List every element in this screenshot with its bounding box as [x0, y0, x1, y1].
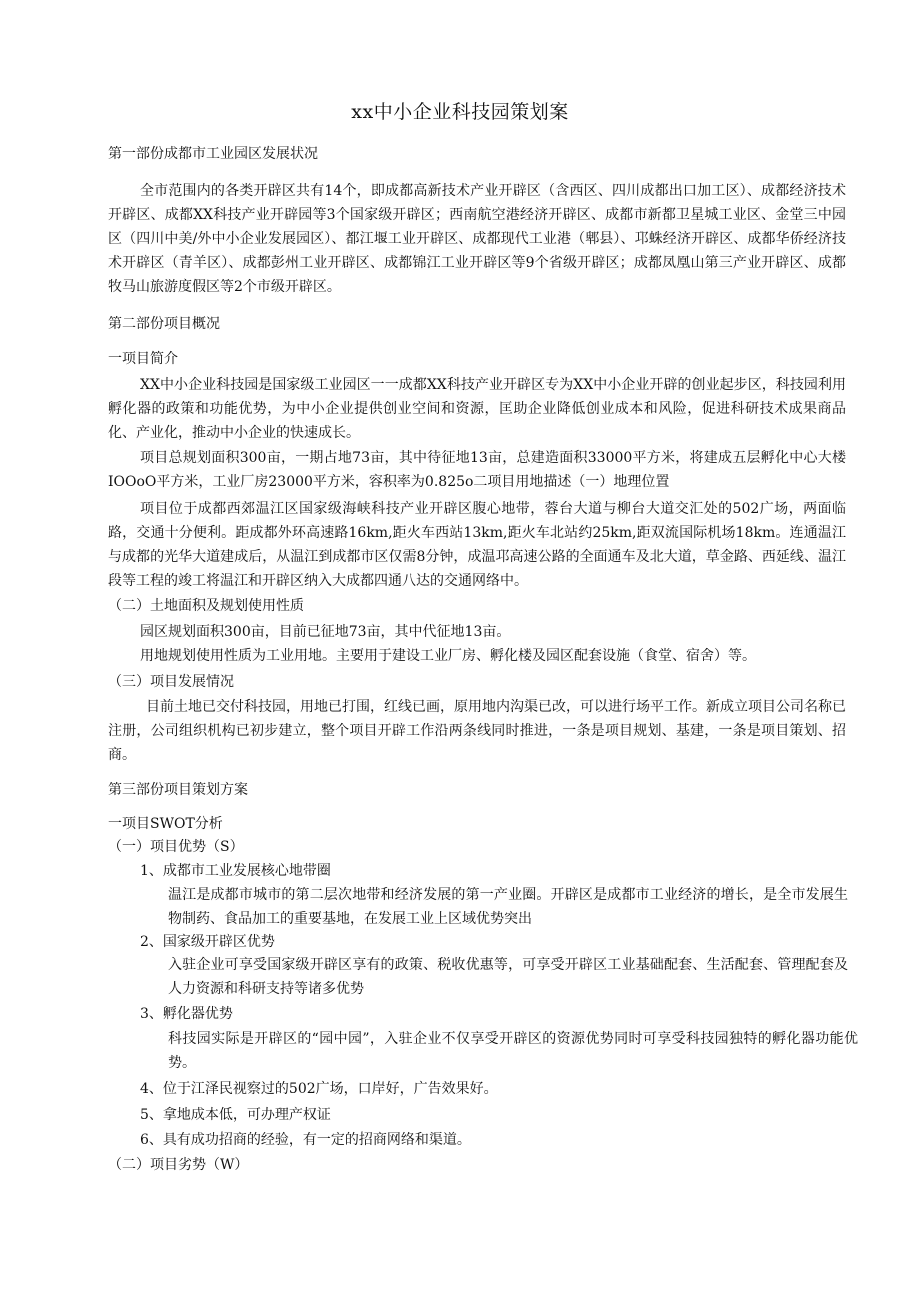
strengths-heading: （一）项目优势（S）: [108, 839, 244, 855]
project-scale-paragraph: 项目总规划面积300亩，一期占地73亩，其中待征地13亩，总建造面积33000平方米，将建成五层孵化中心大楼IOOoO平方米，工业厂房23000平方米，容积率为0.825o二项目用地描述（一）地理位置: [108, 450, 846, 490]
land-area-heading: （二）土地面积及规划使用性质: [108, 598, 304, 614]
development-status-heading: （三）项目发展情况: [108, 674, 234, 690]
land-area-paragraph: 园区规划面积300亩，目前已征地73亩，其中代征地13亩。: [140, 624, 511, 640]
development-status-paragraph: 目前土地已交付科技园，用地已打围，红线已画，原用地内沟渠已改，可以进行场平工作。新成立项目公司名称已注册，公司组织机构已初步建立，整个项目开辟工作沿两条线同时推进，一条是项目规划、基建，一条是项目策划、招商。: [108, 699, 846, 763]
land-use-paragraph: 用地规划使用性质为工业用地。主要用于建设工业厂房、孵化楼及园区配套设施（食堂、宿舍）等。: [140, 648, 756, 664]
swot-heading: 一项目SWOT分析: [108, 816, 223, 832]
strength-item-2-description: 入驻企业可享受国家级开辟区享有的政策、税收优惠等，可享受开辟区工业基础配套、生活配套、管理配套及人力资源和科研支持等诸多优势: [168, 957, 848, 997]
strength-item-4: 4、位于江泽民视察过的502广场，口岸好，广告效果好。: [140, 1081, 498, 1097]
part1-heading: 第一部份成都市工业园区发展状况: [108, 146, 318, 162]
strength-item-1-description: 温江是成都市城市的第二层次地带和经济发展的第一产业圈。开辟区是成都市工业经济的增长，是全市发展生物制药、食品加工的重要基地，在发展工业上区域优势突出: [168, 887, 848, 927]
project-intro-heading: 一项目简介: [108, 351, 178, 367]
location-paragraph: 项目位于成都西郊温江区国家级海峡科技产业开辟区腹心地带，蓉台大道与柳台大道交汇处的502广场，两面临路，交通十分便利。距成都外环高速路16km,距火车西站13km,距火车北站约25km,距双流国际机场18km。连通温江与成都的光华大道建成后，从温江到成都市区仅需8分钟，成温邛高速公路的全面通车及北大道，草金路、西延线、温江段等工程的竣工将温江和开辟区纳入大成都四通八达的交通网络中。: [108, 501, 846, 589]
strength-item-3: 3、孵化器优势: [140, 1006, 233, 1022]
part2-heading: 第二部份项目概况: [108, 316, 220, 332]
part3-heading: 第三部份项目策划方案: [108, 782, 248, 798]
strength-item-2: 2、国家级开辟区优势: [140, 934, 275, 950]
weaknesses-heading: （二）项目劣势（W）: [108, 1157, 249, 1173]
document-title: xx中小企业科技园策划案: [351, 101, 569, 123]
strength-item-3-description: 科技园实际是开辟区的“园中园”，入驻企业不仅享受开辟区的资源优势同时可享受科技园独特的孵化器功能优势。: [168, 1031, 858, 1071]
part1-paragraph: 全市范围内的各类开辟区共有14个，即成都高新技术产业开辟区（含西区、四川成都出口加工区）、成都经济技术开辟区、成都XX科技产业开辟园等3个国家级开辟区；西南航空港经济开辟区、成都市新都卫星城工业区、金堂三中园区（四川中美/外中小企业发展园区）、都江堰工业开辟区、成都现代工业港（郫县）、邛蛛经济开辟区、成都华侨经济技术开辟区（青羊区）、成都彭州工业开辟区、成都锦江工业开辟区等9个省级开辟区；成都凤凰山第三产业开辟区、成都牧马山旅游度假区等2个市级开辟区。: [108, 183, 846, 295]
project-intro-paragraph: XX中小企业科技园是国家级工业园区一一成都XX科技产业开辟区专为XX中小企业开辟的创业起步区，科技园利用孵化器的政策和功能优势，为中小企业提供创业空间和资源，匡助企业降低创业成本和风险，促进科研技术成果商品化、产业化，推动中小企业的快速成长。: [108, 377, 846, 441]
strength-item-1: 1、成都市工业发展核心地带圈: [140, 863, 331, 879]
strength-item-6: 6、具有成功招商的经验，有一定的招商网络和渠道。: [140, 1132, 471, 1148]
strength-item-5: 5、拿地成本低，可办理产权证: [140, 1107, 331, 1123]
